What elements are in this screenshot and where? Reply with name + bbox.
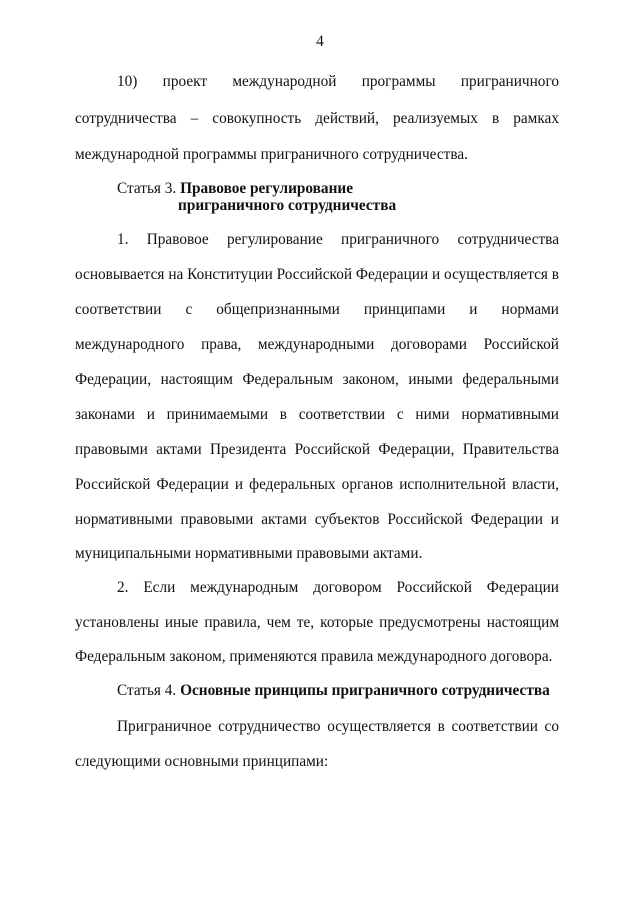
definition-10-line-1: 10) проект международной программы приграничного — [117, 73, 559, 90]
definition-10-line-3: международной программы приграничного сотрудничества. — [75, 146, 468, 163]
article-3-para-1-line-9: нормативными правовыми актами субъектов Российской Федерации и — [75, 511, 559, 528]
article-4-prefix: Статья 4. — [117, 682, 177, 699]
article-3-para-1-line-7: правовыми актами Президента Российской Федерации, Правительства — [75, 441, 559, 458]
article-3-para-1-line-2: основывается на Конституции Российской Федерации и осуществляется в — [75, 266, 559, 283]
page-number: 4 — [316, 33, 324, 50]
article-3-para-1-line-3: соответствии с общепризнанными принципами и нормами — [75, 301, 559, 318]
article-3-para-1-line-4: международного права, международными договорами Российской — [75, 336, 559, 353]
article-3-para-2-line-2: установлены иные правила, чем те, которые предусмотрены настоящим — [75, 614, 559, 631]
article-4-para-line-2: следующими основными принципами: — [75, 753, 329, 770]
article-3-heading-line-2 — [178, 197, 396, 215]
article-3-title-line-2: приграничного сотрудничества — [178, 197, 397, 214]
article-3-para-1-line-8: Российской Федерации и федеральных органов исполнительной власти, — [75, 476, 559, 493]
article-4-heading — [117, 682, 550, 700]
article-3-prefix: Статья 3. — [117, 180, 177, 197]
article-3-para-2-line-1: 2. Если международным договором Российской Федерации — [117, 579, 559, 596]
article-3-para-1-line-6: законами и принимаемыми в соответствии с ними нормативными — [75, 406, 559, 423]
article-3-para-1-line-10: муниципальными нормативными правовыми актами. — [75, 545, 423, 562]
definition-10-line-2: сотрудничества – совокупность действий, реализуемых в рамках — [75, 110, 559, 127]
article-3-para-1-line-5: Федерации, настоящим Федеральным законом, иными федеральными — [75, 371, 559, 388]
article-3-heading — [117, 180, 353, 198]
article-3-title-line-1: Правовое регулирование — [180, 180, 353, 197]
article-3-para-2-line-3: Федеральным законом, применяются правила международного договора. — [75, 648, 553, 665]
article-4-title: Основные принципы приграничного сотрудничества — [180, 682, 550, 699]
article-4-para-line-1: Приграничное сотрудничество осуществляется в соответствии со — [117, 718, 559, 735]
article-3-para-1-line-1: 1. Правовое регулирование приграничного сотрудничества — [117, 231, 559, 248]
